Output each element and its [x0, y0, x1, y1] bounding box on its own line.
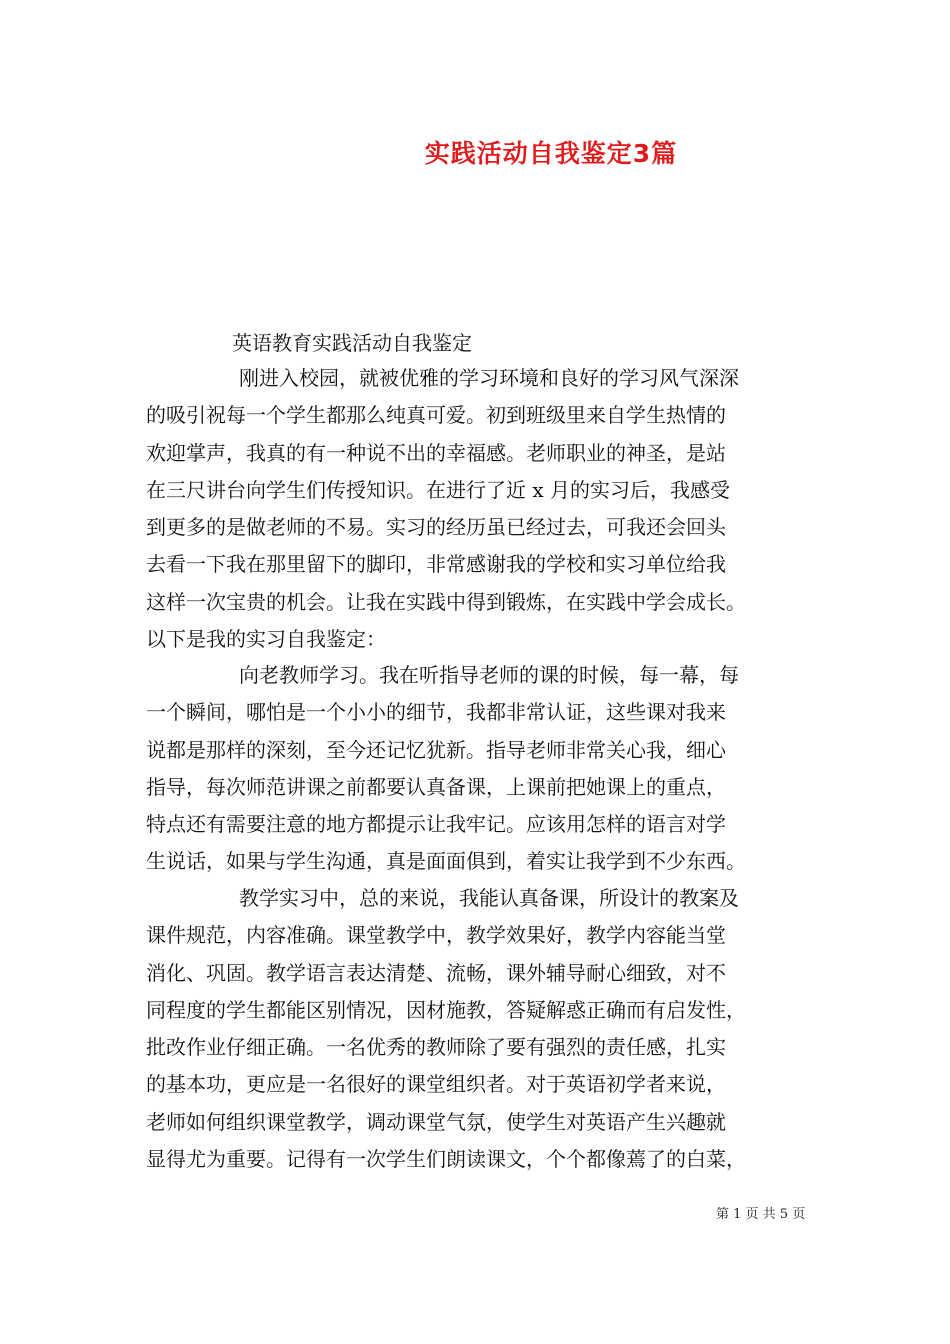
paragraph-line: 特点还有需要注意的地方都提示让我牢记。应该用怎样的语言对学: [146, 812, 726, 837]
paragraph-line: 刚进入校园，就被优雅的学习环境和良好的学习风气深深: [239, 366, 739, 390]
paragraph-line: 这样一次宝贵的机会。让我在实践中得到锻炼，在实践中学会成长。: [146, 589, 746, 614]
section-subtitle: 英语教育实践活动自我鉴定: [232, 331, 472, 355]
paragraph-line: 在三尺讲台向学生们传授知识。在进行了近 x 月的实习后，我感受: [146, 477, 730, 502]
paragraph-line: 显得尤为重要。记得有一次学生们朗读课文，个个都像蔫了的白菜，: [146, 1147, 746, 1172]
paragraph-line: 的吸引祝每一个学生都那么纯真可爱。初到班级里来自学生热情的: [146, 403, 726, 428]
paragraph-3: [146, 880, 836, 1178]
paragraph-line: 生说话，如果与学生沟通，真是面面俱到，着实让我学到不少东西。: [146, 849, 746, 874]
paragraph-line: 向老教师学习。我在听指导老师的课的时候，每一幕，每: [239, 663, 739, 687]
paragraph-line: 老师如何组织课堂教学，调动课堂气氛，使学生对英语产生兴趣就: [146, 1109, 726, 1134]
paragraph-line: 批改作业仔细正确。一名优秀的教师除了要有强烈的责任感，扎实: [146, 1035, 726, 1060]
paragraph-line: 以下是我的实习自我鉴定：: [146, 627, 386, 652]
paragraph-1: [146, 360, 836, 658]
paragraph-line: 去看一下我在那里留下的脚印，非常感谢我的学校和实习单位给我: [146, 552, 726, 577]
paragraph-line: 一个瞬间，哪怕是一个小小的细节，我都非常认证，这些课对我来: [146, 700, 726, 725]
paragraph-line: 消化、巩固。教学语言表达清楚、流畅，课外辅导耐心细致，对不: [146, 960, 726, 985]
paragraph-2: [146, 657, 836, 881]
paragraph-line: 到更多的是做老师的不易。实习的经历虽已经过去，可我还会回头: [146, 515, 726, 540]
paragraph-line: 教学实习中，总的来说，我能认真备课，所设计的教案及: [239, 886, 739, 910]
paragraph-line: 课件规范，内容准确。课堂教学中，教学效果好，教学内容能当堂: [146, 923, 726, 948]
paragraph-line: 指导，每次师范讲课之前都要认真备课，上课前把她课上的重点，: [146, 774, 726, 799]
paragraph-line: 的基本功，更应是一名很好的课堂组织者。对于英语初学者来说，: [146, 1072, 726, 1097]
document-title: 实践活动自我鉴定3篇: [424, 139, 678, 168]
paragraph-line: 欢迎掌声，我真的有一种说不出的幸福感。老师职业的神圣，是站: [146, 440, 726, 465]
paragraph-line: 说都是那样的深刻，至今还记忆犹新。指导老师非常关心我，细心: [146, 737, 726, 762]
paragraph-line: 同程度的学生都能区别情况，因材施教，答疑解惑正确而有启发性，: [146, 997, 746, 1022]
page-footer: 第 1 页 共 5 页: [716, 1207, 806, 1222]
